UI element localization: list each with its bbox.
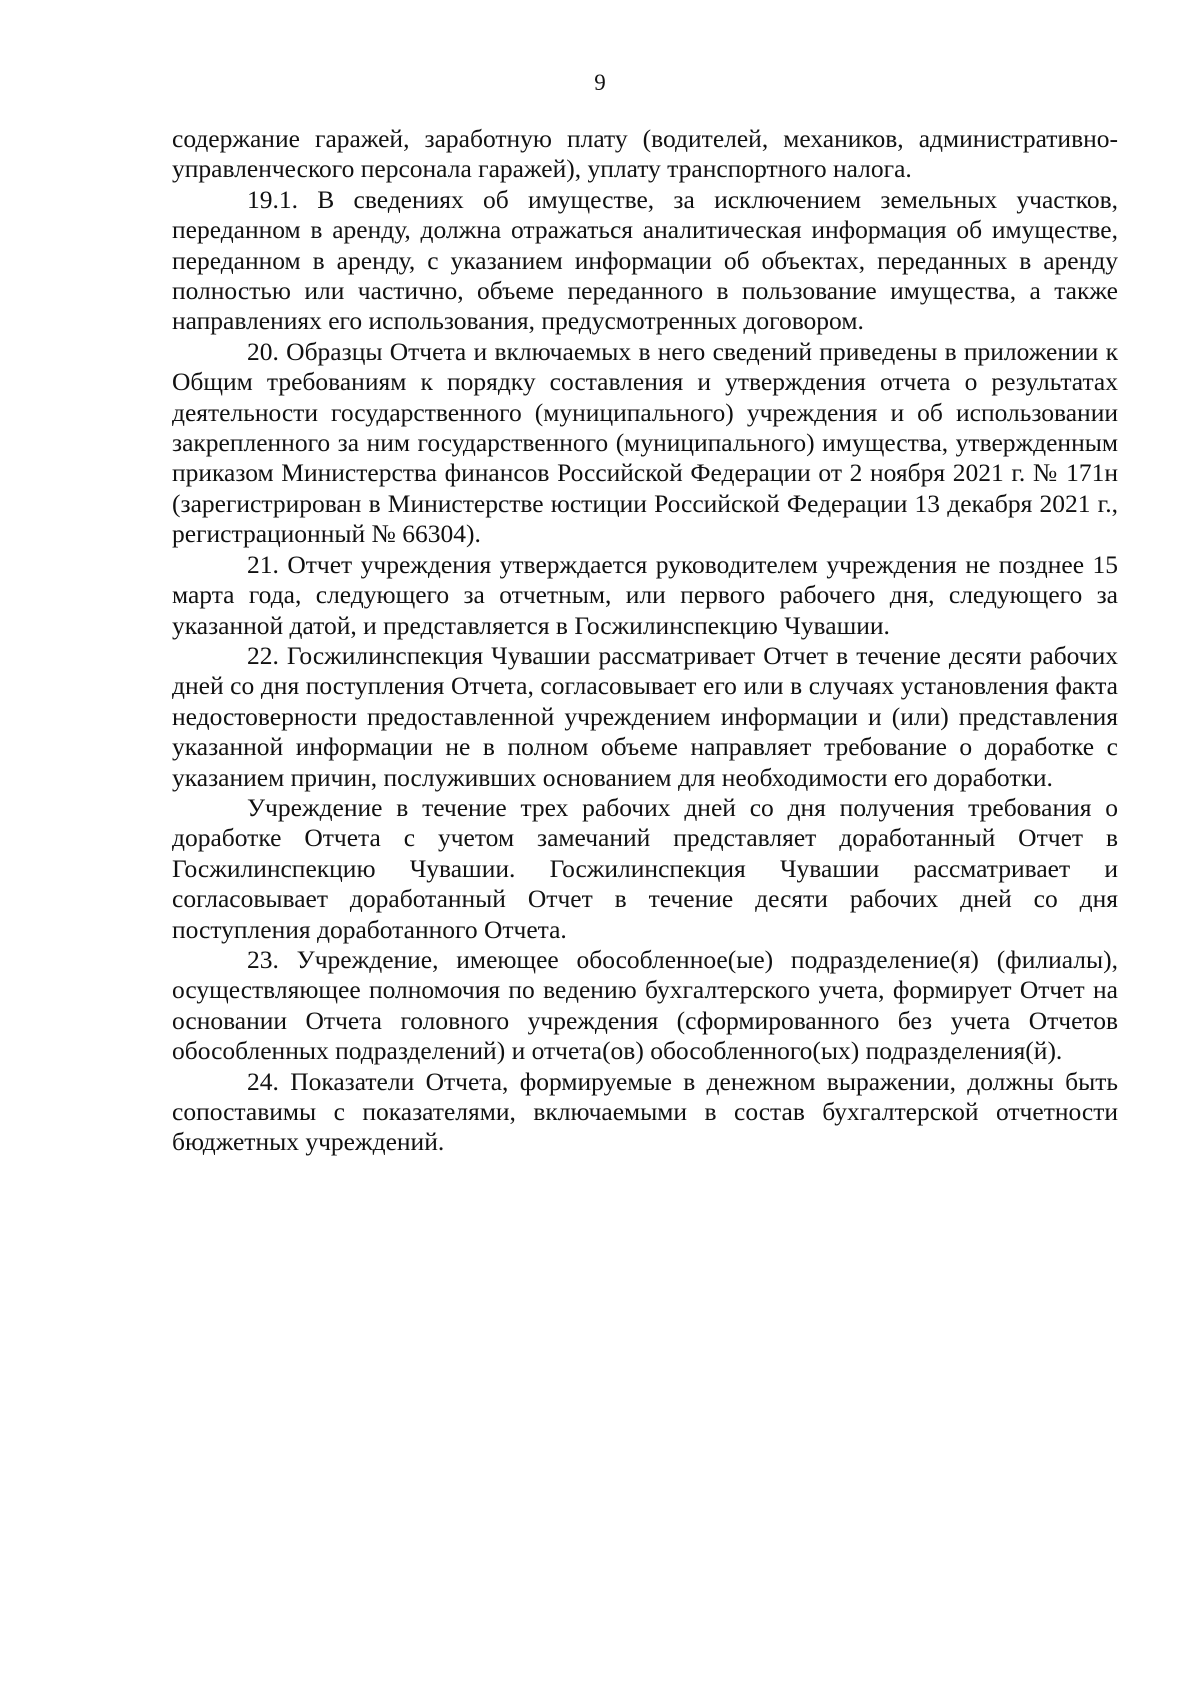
paragraph-garage-expenses-continuation: содержание гаражей, заработную плату (водителей, механиков, административно-управленческого персонала гаражей), уплату транспортного налога. [172,124,1118,184]
paragraph-21: 21. Отчет учреждения утверждается руководителем учреждения не позднее 15 марта года, следующего за отчетным, или первого рабочего дня, следующего за указанной датой, и представляется в Госжилинспекцию Чувашии. [172,549,1118,640]
paragraph-19-1: 19.1. В сведениях об имуществе, за исключением земельных участков, переданном в аренду, должна отражаться аналитическая информация об имуществе, переданном в аренду, с указанием информации об объектах, переданных в аренду полностью или частично, объеме переданного в пользование имущества, а также направлениях его использования, предусмотренных договором. [172,184,1118,336]
paragraph-23: 23. Учреждение, имеющее обособленное(ые) подразделение(я) (филиалы), осуществляющее полномочия по ведению бухгалтерского учета, формирует Отчет на основании Отчета головного учреждения (сформированного без учета Отчетов обособленных подразделений) и отчета(ов) обособленного(ых) подразделения(й). [172,944,1118,1066]
paragraph-22: 22. Госжилинспекция Чувашии рассматривает Отчет в течение десяти рабочих дней со дня поступления Отчета, согласовывает его или в случаях установления факта недостоверности предоставленной учреждением информации и (или) представления указанной информации не в полном объеме направляет требование о доработке с указанием причин, послуживших основанием для необходимости его доработки. [172,640,1118,792]
paragraph-24: 24. Показатели Отчета, формируемые в денежном выражении, должны быть сопоставимы с показателями, включаемыми в состав бухгалтерской отчетности бюджетных учреждений. [172,1066,1118,1157]
page-number: 9 [594,70,606,95]
paragraph-22-continuation: Учреждение в течение трех рабочих дней со дня получения требования о доработке Отчета с учетом замечаний представляет доработанный Отчет в Госжилинспекцию Чувашии. Госжилинспекция Чувашии рассматривает и согласовывает доработанный Отчет в течение десяти рабочих дней со дня поступления доработанного Отчета. [172,792,1118,944]
paragraph-20: 20. Образцы Отчета и включаемых в него сведений приведены в приложении к Общим требованиям к порядку составления и утверждения отчета о результатах деятельности государственного (муниципального) учреждения и об использовании закрепленного за ним государственного (муниципального) имущества, утвержденным приказом Министерства финансов Российской Федерации от 2 ноября 2021 г. № 171н (зарегистрирован в Министерстве юстиции Российской Федерации 13 декабря 2021 г., регистрационный № 66304). [172,336,1118,549]
document-body [172,124,1118,1158]
